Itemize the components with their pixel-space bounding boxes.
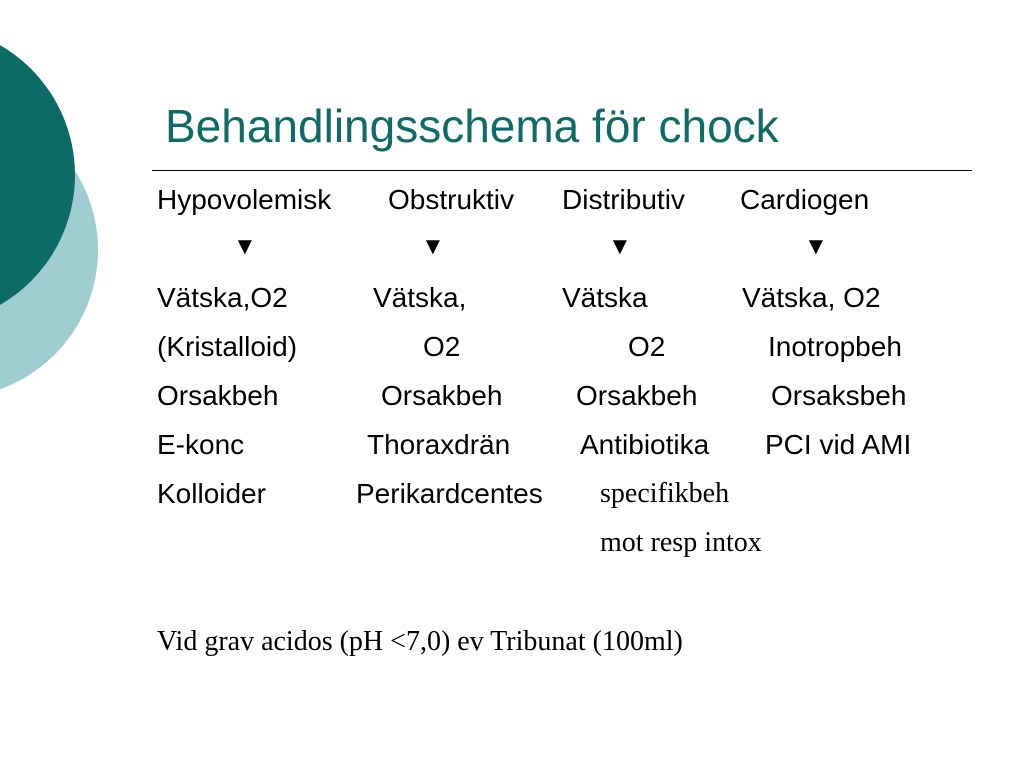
treatment-cardiogen-2: Inotropbeh <box>768 331 902 362</box>
treatment-distributiv-6: mot resp intox <box>600 527 762 558</box>
treatment-obstruktiv-2: O2 <box>423 331 461 362</box>
category-hypovolemisk: Hypovolemisk <box>157 184 332 215</box>
treatment-cardiogen-3: Orsaksbeh <box>771 380 907 411</box>
decorative-circles <box>0 0 110 420</box>
treatment-distributiv-3: Orsakbeh <box>576 380 698 411</box>
down-arrow-icon: ▼ <box>804 233 828 260</box>
category-obstruktiv: Obstruktiv <box>388 184 515 215</box>
treatment-distributiv-2: O2 <box>628 331 666 362</box>
treatment-obstruktiv-3: Orsakbeh <box>381 380 503 411</box>
treatment-distributiv-1: Vätska <box>562 282 648 313</box>
title-divider <box>152 170 972 171</box>
treatment-hypovolemisk-4: E-konc <box>157 429 245 460</box>
category-distributiv: Distributiv <box>562 184 685 215</box>
treatment-hypovolemisk-2: (Kristalloid) <box>157 331 298 362</box>
treatment-obstruktiv-4: Thoraxdrän <box>367 429 511 460</box>
treatment-hypovolemisk-1: Vätska,O2 <box>157 282 288 313</box>
down-arrow-icon: ▼ <box>233 233 257 260</box>
treatment-distributiv-5: specifikbeh <box>600 478 730 509</box>
treatment-obstruktiv-5: Perikardcentes <box>356 478 543 509</box>
treatment-cardiogen-4: PCI vid AMI <box>765 429 912 460</box>
down-arrow-icon: ▼ <box>421 233 445 260</box>
treatment-hypovolemisk-5: Kolloider <box>157 478 266 509</box>
category-cardiogen: Cardiogen <box>740 184 870 215</box>
treatment-obstruktiv-1: Vätska, <box>373 282 467 313</box>
treatment-hypovolemisk-3: Orsakbeh <box>157 380 279 411</box>
acidosis-note: Vid grav acidos (pH <7,0) ev Tribunat (100ml) <box>157 626 683 657</box>
down-arrow-icon: ▼ <box>608 233 632 260</box>
treatment-distributiv-4: Antibiotika <box>580 429 710 460</box>
slide-title: Behandlingsschema för chock <box>165 100 779 152</box>
treatment-cardiogen-1: Vätska, O2 <box>742 282 881 313</box>
